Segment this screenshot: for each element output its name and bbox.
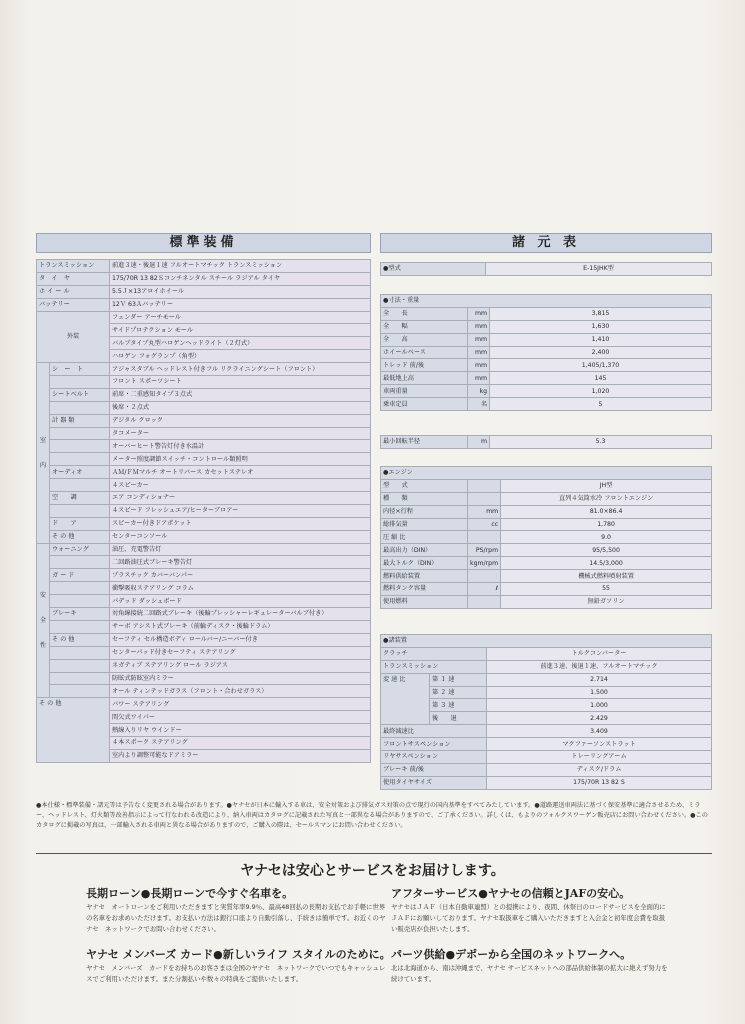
table-row: [381, 505, 712, 518]
model-label: ●型式: [381, 263, 486, 276]
equipment-item: ＡＭ/ＦＭマルチ オートリバース カセットステレオ: [110, 466, 371, 479]
table-row: [381, 583, 712, 596]
engine-label: 燃料タンク容量: [381, 583, 468, 596]
turning-radius-unit: m: [468, 436, 490, 449]
table-row: [381, 479, 712, 492]
table-row: [381, 557, 712, 570]
equipment-item: デジタル クロック: [110, 414, 371, 427]
equipment-subcategory: シートベルト: [50, 388, 110, 401]
table-row: [37, 543, 371, 556]
drivetrain-table: [380, 634, 712, 790]
loan-text: ヤナセ オートローンをご利用いただきますと実質年率9.9％、最高48回払の長期お支払でお手軽に世界の名車をお求めいただけます。お支払い方法は銀行口座より自動引落し、手続きは簡単です。お近くのヤナセ ネットワークでお問い合わせください。: [86, 903, 386, 933]
dimension-label: 最低地上高: [381, 372, 468, 385]
engine-label: 型 式: [381, 479, 468, 492]
equipment-subcategory: [50, 504, 110, 517]
equipment-subcategory: [50, 453, 110, 466]
standard-equipment-table: [36, 259, 371, 763]
engine-label: 使用燃料: [381, 595, 468, 608]
table-row: [381, 686, 712, 699]
table-row: [37, 285, 371, 298]
engine-value: 9.0: [501, 531, 712, 544]
dimension-value: 3,815: [490, 307, 712, 320]
dimensions-title: ●寸法・重量: [381, 295, 712, 308]
table-row: [381, 776, 712, 789]
table-row: [37, 298, 371, 311]
equipment-subcategory: [50, 440, 110, 453]
equipment-group: そ の 他: [37, 698, 110, 762]
engine-value: 機械式燃料噴射装置: [501, 570, 712, 583]
equipment-item: オーバーヒート警告灯付き水温計: [110, 440, 371, 453]
gear-name: 第 ３ 速: [430, 699, 487, 712]
table-row: [381, 436, 712, 449]
engine-table: [380, 466, 712, 609]
equipment-subcategory: ガ ー ド: [50, 569, 110, 582]
dimension-value: 5: [490, 398, 712, 411]
table-row: [381, 763, 712, 776]
dimension-value: 145: [490, 372, 712, 385]
group-char: 室: [39, 436, 47, 444]
table-row: [381, 595, 712, 608]
table-row: [37, 582, 371, 595]
equipment-group: 外装: [37, 311, 110, 363]
gear-name: 第 １ 速: [430, 673, 487, 686]
table-row: [37, 504, 371, 517]
equipment-item: オール ティンテッドガラス（フロント・合わせガラス）: [110, 685, 371, 698]
table-row: [381, 647, 712, 660]
equipment-item: センターパッド付きセーフティ ステアリング: [110, 646, 371, 659]
table-row: [381, 712, 712, 725]
equipment-item: フロント スポーツシート: [110, 376, 371, 389]
dimension-label: ホイールベース: [381, 346, 468, 359]
table-row: [381, 359, 712, 372]
dimension-unit: kg: [468, 385, 490, 398]
table-row: [37, 556, 371, 569]
table-row: [381, 467, 712, 480]
equipment-item: タコメーター: [110, 427, 371, 440]
equipment-subcategory: オーディオ: [50, 466, 110, 479]
engine-value: JH型: [501, 479, 712, 492]
turning-radius-label: 最小回転半径: [381, 436, 468, 449]
equipment-subcategory: [50, 620, 110, 633]
after-service-heading: アフターサービス●ヤナセの信頼とJAFの安心。: [391, 887, 631, 900]
equipment-item: 前席・二重感知タイプ３点式: [110, 388, 371, 401]
equipment-subcategory: [50, 672, 110, 685]
engine-unit: cc: [468, 518, 501, 531]
table-row: [37, 492, 371, 505]
equipment-subcategory: [50, 582, 110, 595]
engine-value: 14.5/3,000: [501, 557, 712, 570]
engine-unit: ℓ: [468, 583, 501, 596]
spec-value: 3.409: [487, 725, 712, 738]
dimension-value: 1,630: [490, 320, 712, 333]
equipment-group: [37, 543, 50, 698]
engine-value: 1,780: [501, 518, 712, 531]
turning-radius-value: 5.3: [490, 436, 712, 449]
equipment-item: 対角線接続二回路式ブレーキ（後輪プレッシャーレギュレーターバルブ付き）: [110, 608, 371, 621]
engine-unit: kgm/rpm: [468, 557, 501, 570]
table-row: [381, 320, 712, 333]
table-row: [37, 672, 371, 685]
equipment-item: 防眩式防眩室内ミラー: [110, 672, 371, 685]
equipment-subcategory: そ の 他: [50, 530, 110, 543]
table-row: [37, 453, 371, 466]
engine-value: 直列４気筒水冷 フロントエンジン: [501, 492, 712, 505]
equipment-category: トランスミッション: [37, 260, 110, 273]
spec-label: ブレーキ 前/後: [381, 763, 487, 776]
table-row: [381, 263, 712, 276]
table-row: [381, 660, 712, 673]
model-value: E-15JHK型: [486, 263, 712, 276]
engine-value: 55: [501, 583, 712, 596]
equipment-item: センターコンソール: [110, 530, 371, 543]
dimension-label: 車両重量: [381, 385, 468, 398]
engine-unit: [468, 570, 501, 583]
equipment-item: 後席・２点式: [110, 401, 371, 414]
gear-ratio-value: 2.429: [487, 712, 712, 725]
equipment-subcategory: [50, 646, 110, 659]
equipment-item: ネガティブ ステアリング ロール ラジアス: [110, 659, 371, 672]
equipment-subcategory: 空 調: [50, 492, 110, 505]
table-row: [37, 414, 371, 427]
table-row: [37, 633, 371, 646]
equipment-item: 12Ｖ 63Ａバッテリー: [110, 298, 371, 311]
equipment-item: ４スピーカー: [110, 479, 371, 492]
engine-unit: [468, 595, 501, 608]
dimension-label: トレッド 前/後: [381, 359, 468, 372]
equipment-item: サーボ アシスト式ブレーキ（前輪ディスク・後輪ドラム）: [110, 620, 371, 633]
table-row: [37, 517, 371, 530]
table-row: [37, 646, 371, 659]
spec-value: トレーリングアーム: [487, 751, 712, 764]
table-row: [381, 570, 712, 583]
equipment-item: メーター照度調節スイッチ・コントロール類照明: [110, 453, 371, 466]
engine-unit: mm: [468, 505, 501, 518]
engine-label: 最大トルク（DIN）: [381, 557, 468, 570]
table-row: [381, 531, 712, 544]
table-row: [37, 569, 371, 582]
equipment-item: 室内より調整可能なドアミラー: [110, 749, 371, 762]
table-row: [381, 295, 712, 308]
table-row: [381, 725, 712, 738]
engine-label: 内径×行程: [381, 505, 468, 518]
engine-unit: [468, 479, 501, 492]
equipment-category: タ イ ヤ: [37, 272, 110, 285]
dimension-value: 2,400: [490, 346, 712, 359]
equipment-subcategory: そ の 他: [50, 633, 110, 646]
equipment-subcategory: [50, 595, 110, 608]
equipment-subcategory: ウォーニング: [50, 543, 110, 556]
engine-label: 最高出力（DIN）: [381, 544, 468, 557]
engine-label: 種 類: [381, 492, 468, 505]
equipment-item: フェンダー アーチモール: [110, 311, 371, 324]
turning-radius-table: [380, 435, 712, 449]
footnotes: ●本仕様・標準装備・諸元等は予告なく変更される場合があります。●ヤナセが日本に輸入する車は、安全対策および排気ガス対策の点で現行の国内基準をすべてみたしています。●道路運送車両法に基づく保安基準に適合させるため、ミラー、ヘッドレスト、灯火類等改善指示によって行なわれる改造により、納入車両はカタログに記載された写真と一部異なる場合がありますので、ご了承ください。詳しくは、もよりのフォルクスワーゲン販売店にお問い合わせください。●このカタログに掲載の写真は、一部輸入される車両と異なる場合がありますので、ご購入の際は、セールスマンにお問い合わせください。: [36, 802, 708, 829]
table-row: [381, 307, 712, 320]
table-row: [37, 685, 371, 698]
equipment-item: 5.5Ｊ×13アロイホイール: [110, 285, 371, 298]
spec-label: フロントサスペンション: [381, 738, 487, 751]
engine-unit: PS/rpm: [468, 544, 501, 557]
equipment-subcategory: [50, 479, 110, 492]
model-table: [380, 262, 712, 276]
spec-value: マクファーソンストラット: [487, 738, 712, 751]
table-row: [37, 595, 371, 608]
gear-ratio-value: 2.714: [487, 673, 712, 686]
group-char: 全: [39, 616, 47, 624]
table-row: [37, 530, 371, 543]
table-row: [381, 518, 712, 531]
equipment-item: パデッド ダッシュボード: [110, 595, 371, 608]
table-row: [37, 363, 371, 376]
dimension-label: 乗車定員: [381, 398, 468, 411]
loan-heading: 長期ローン●長期ローンで今すぐ名車を。: [86, 887, 294, 900]
dimensions-table: [380, 294, 712, 411]
dimension-unit: mm: [468, 320, 490, 333]
table-row: [37, 427, 371, 440]
table-row: [37, 698, 371, 711]
equipment-item: サイドプロテクション モール: [110, 324, 371, 337]
table-row: [37, 272, 371, 285]
equipment-subcategory: 計 器 類: [50, 414, 110, 427]
table-row: [37, 388, 371, 401]
table-row: [381, 738, 712, 751]
table-row: [381, 385, 712, 398]
equipment-item: 前進３速・後退１速 フルオートマチック トランスミッション: [110, 260, 371, 273]
table-row: [381, 699, 712, 712]
table-row: [37, 608, 371, 621]
equipment-subcategory: [50, 376, 110, 389]
dimension-label: 全 高: [381, 333, 468, 346]
equipment-subcategory: シ ー ト: [50, 363, 110, 376]
engine-value: 95/5,500: [501, 544, 712, 557]
group-char: 内: [39, 461, 47, 469]
gear-ratio-label: 変 速 比: [381, 673, 430, 725]
table-row: [381, 492, 712, 505]
after-service-text: ヤナセはＪＡＦ（日本自動車連盟）との提携により、夜間、休祭日のロードサービスを全面的にＪＡＦにお願いしております。ヤナセ取扱車をご購入いただきますと入会金と初年度会費を取扱い販売店が負担いたします。: [391, 903, 666, 933]
divider: [36, 853, 712, 854]
gear-name: 第 ２ 速: [430, 686, 487, 699]
service-banner: ヤナセは安心とサービスをお届けします。: [240, 863, 505, 879]
table-row: [37, 659, 371, 672]
table-row: [37, 401, 371, 414]
equipment-category: バッテリー: [37, 298, 110, 311]
equipment-category: ホ イ ー ル: [37, 285, 110, 298]
equipment-item: ４スピード フレッシュエア/ヒーターブロアー: [110, 504, 371, 517]
members-card-text: ヤナセ メンバーズ カードをお持ちのお客さまは全国のヤナセ ネットワークでいつでもキャッシュレスでご利用いただけます。また分割払いや数々の特典をご提供いたします。: [86, 964, 386, 983]
table-row: [37, 440, 371, 453]
equipment-item: 二回路油圧式ブレーキ警告灯: [110, 556, 371, 569]
equipment-item: 衝撃吸収ステアリング コラム: [110, 582, 371, 595]
dimension-value: 1,410: [490, 333, 712, 346]
equipment-item: 油圧、充電警告灯: [110, 543, 371, 556]
parts-supply-text: 北は北海道から、南は沖縄まで、ヤナセ サービスネットへの部品供給体制の拡大に絶えず努力を続けています。: [391, 964, 668, 983]
engine-value: 81.0×86.4: [501, 505, 712, 518]
equipment-subcategory: [50, 659, 110, 672]
equipment-item: ４本スポーク ステアリング: [110, 736, 371, 749]
specifications-heading: 諸 元 表: [380, 233, 712, 253]
equipment-subcategory: [50, 427, 110, 440]
engine-title: ●エンジン: [381, 467, 712, 480]
dimension-unit: mm: [468, 359, 490, 372]
dimension-value: 1,020: [490, 385, 712, 398]
engine-label: 圧 縮 比: [381, 531, 468, 544]
table-row: [381, 346, 712, 359]
table-row: [37, 479, 371, 492]
clutch-label: クラッチ: [381, 647, 487, 660]
drivetrain-title: ●諸装置: [381, 635, 712, 648]
engine-label: 総排気量: [381, 518, 468, 531]
spec-label: 使用タイヤサイズ: [381, 776, 487, 789]
dimension-unit: mm: [468, 372, 490, 385]
equipment-item: スピーカー付きドアポケット: [110, 517, 371, 530]
table-row: [381, 751, 712, 764]
spec-label: リヤサスペンション: [381, 751, 487, 764]
gear-ratio-value: 1.000: [487, 699, 712, 712]
spec-label: 最終減速比: [381, 725, 487, 738]
spec-value: ディスク/ドラム: [487, 763, 712, 776]
dimension-unit: mm: [468, 333, 490, 346]
table-row: [37, 466, 371, 479]
engine-unit: [468, 531, 501, 544]
engine-unit: [468, 492, 501, 505]
group-char: 安: [39, 591, 47, 599]
equipment-item: パワー ステアリング: [110, 698, 371, 711]
clutch-value: トルクコンバーター: [487, 647, 712, 660]
dimension-value: 1,405/1,370: [490, 359, 712, 372]
equipment-item: プラスチック カバーバンパー: [110, 569, 371, 582]
table-row: [381, 398, 712, 411]
equipment-item: 熱線入りリヤ ウインドー: [110, 724, 371, 737]
equipment-item: アジャスタブル ヘッドレスト付きフル リクライニングシート（フロント）: [110, 363, 371, 376]
equipment-item: セーフティ セル構造ボディ ロールバー/ニーバー付き: [110, 633, 371, 646]
members-card-heading: ヤナセ メンバーズ カード●新しいライフ スタイルのために。: [86, 948, 391, 961]
table-row: [381, 635, 712, 648]
engine-value: 無鉛ガソリン: [501, 595, 712, 608]
equipment-subcategory: [50, 556, 110, 569]
gear-name: 後 退: [430, 712, 487, 725]
dimension-unit: 名: [468, 398, 490, 411]
gear-ratio-value: 1.500: [487, 686, 712, 699]
equipment-item: バルブタイプ丸型ハロゲンヘッドライト（２灯式）: [110, 337, 371, 350]
table-row: [37, 260, 371, 273]
dimension-label: 全 長: [381, 307, 468, 320]
dimension-unit: mm: [468, 346, 490, 359]
parts-supply-heading: パーツ供給●デポーから全国のネットワークへ。: [391, 948, 632, 961]
equipment-subcategory: ブレーキ: [50, 608, 110, 621]
table-row: [37, 311, 371, 324]
table-row: [381, 333, 712, 346]
standard-equipment-heading: 標準装備: [36, 233, 371, 253]
equipment-subcategory: ド ア: [50, 517, 110, 530]
equipment-item: ハロゲン フォグランプ（角型）: [110, 350, 371, 363]
group-char: 性: [39, 641, 47, 649]
dimension-label: 全 幅: [381, 320, 468, 333]
transmission-label: トランスミッション: [381, 660, 487, 673]
table-row: [381, 372, 712, 385]
table-row: [381, 673, 712, 686]
table-row: [37, 376, 371, 389]
equipment-subcategory: [50, 685, 110, 698]
engine-label: 燃料供給装置: [381, 570, 468, 583]
table-row: [381, 544, 712, 557]
equipment-item: 間欠式ワイパー: [110, 711, 371, 724]
spec-value: 175/70R 13 82 S: [487, 776, 712, 789]
equipment-subcategory: [50, 401, 110, 414]
equipment-item: 175/70R 13 82Ｓコンチネンタル スチール ラジアル タイヤ: [110, 272, 371, 285]
equipment-group: [37, 363, 50, 543]
dimension-unit: mm: [468, 307, 490, 320]
table-row: [37, 620, 371, 633]
transmission-value: 前進３速、後退１速、フルオートマチック: [487, 660, 712, 673]
equipment-item: エア コンディショナー: [110, 492, 371, 505]
